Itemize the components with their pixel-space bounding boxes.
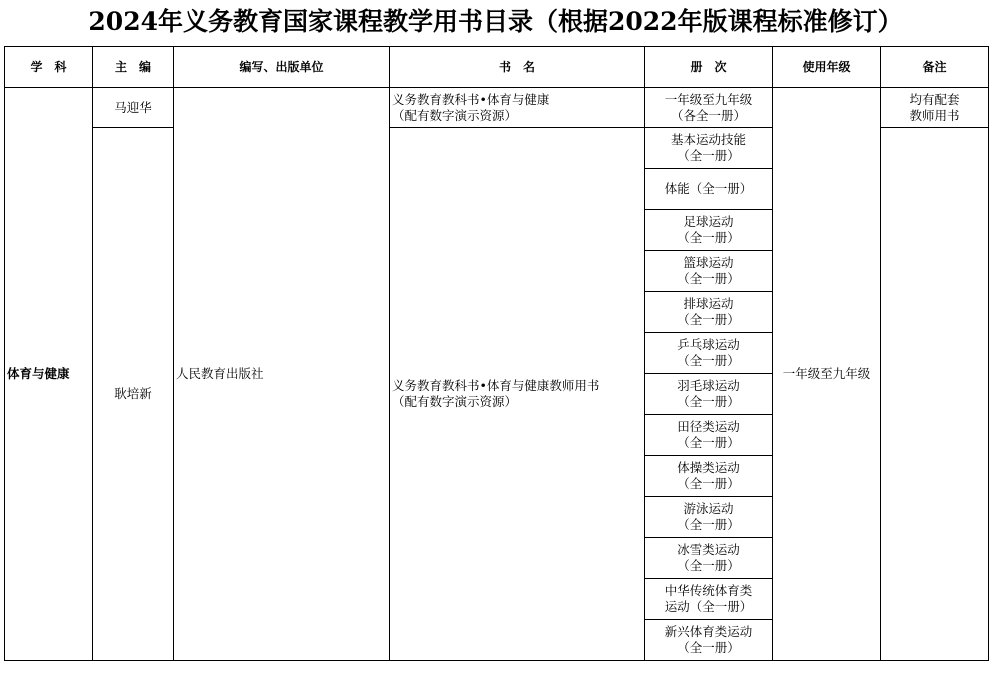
volume-line: 一年级至九年级 [664,91,753,107]
volume-cell [645,169,773,210]
editor-cell: 耿培新 [93,128,174,661]
volume-cell [645,128,773,169]
volume-line: （全一册） [677,435,740,450]
volume-line: （全一册） [677,640,740,655]
volume-line: 篮球运动 [683,255,734,270]
volume-cell [645,292,773,333]
volume-cell [645,210,773,251]
volume-line: 乒乓球运动 [677,337,740,352]
volume-cell [645,538,773,579]
volume-cell [645,333,773,374]
volume-cell [645,374,773,415]
volume-line: 中华传统体育类 [664,583,753,598]
volume-cell [645,415,773,456]
volume-line: （全一册） [677,558,740,573]
volume-cell [645,88,773,128]
note-line: 教师用书 [909,107,960,123]
volume-line: （全一册） [677,476,740,491]
volume-cell [645,251,773,292]
header-grade: 使用年级 [773,47,881,88]
header-volume: 册 次 [645,47,773,88]
book-title-cell [390,128,645,661]
header-subject: 学 科 [5,47,93,88]
volume-line: 排球运动 [683,296,734,311]
book-title-note: （配有数字演示资源） [392,107,518,123]
volume-line: 新兴体育类运动 [664,624,753,639]
volume-line: 基本运动技能 [670,132,746,147]
book-title-note: （配有数字演示资源） [392,394,518,409]
volume-line: 体能（全一册） [664,181,753,196]
volume-line: （全一册） [677,230,740,245]
volume-cell [645,579,773,620]
table-row [5,88,989,128]
volume-line: （全一册） [677,353,740,368]
volume-line: 运动（全一册） [664,599,753,614]
note-line: 均有配套 [909,91,960,107]
volume-line: （全一册） [677,394,740,409]
volume-line: 田径类运动 [677,419,740,434]
volume-line: （全一册） [677,312,740,327]
header-row [5,47,989,88]
volume-line: 游泳运动 [683,501,734,516]
header-publisher: 编写、出版单位 [174,47,390,88]
volume-line: （各全一册） [670,107,746,123]
volume-cell [645,620,773,661]
header-editor: 主 编 [93,47,174,88]
volume-line: （全一册） [677,271,740,286]
header-book: 书 名 [390,47,645,88]
grade-cell: 一年级至九年级 [773,88,881,661]
volume-line: 冰雪类运动 [677,542,740,557]
volume-line: 足球运动 [683,214,734,229]
volume-cell [645,497,773,538]
volume-line: （全一册） [677,148,740,163]
volume-line: （全一册） [677,517,740,532]
volume-cell [645,456,773,497]
book-title-line: 义务教育教科书•体育与健康 [392,91,550,107]
volume-line: 体操类运动 [677,460,740,475]
note-cell [881,88,989,128]
book-title-cell [390,88,645,128]
subject-cell: 体育与健康 [5,88,93,661]
note-empty-cell [881,128,989,661]
page-title: 2024年义务教育国家课程教学用书目录（根据2022年版课程标准修订） [88,7,903,36]
volume-line: 羽毛球运动 [677,378,740,393]
book-title-line: 义务教育教科书•体育与健康教师用书 [392,378,600,393]
header-note: 备注 [881,47,989,88]
publisher-cell: 人民教育出版社 [174,88,390,661]
catalog-table [4,46,989,661]
editor-cell: 马迎华 [93,88,174,128]
